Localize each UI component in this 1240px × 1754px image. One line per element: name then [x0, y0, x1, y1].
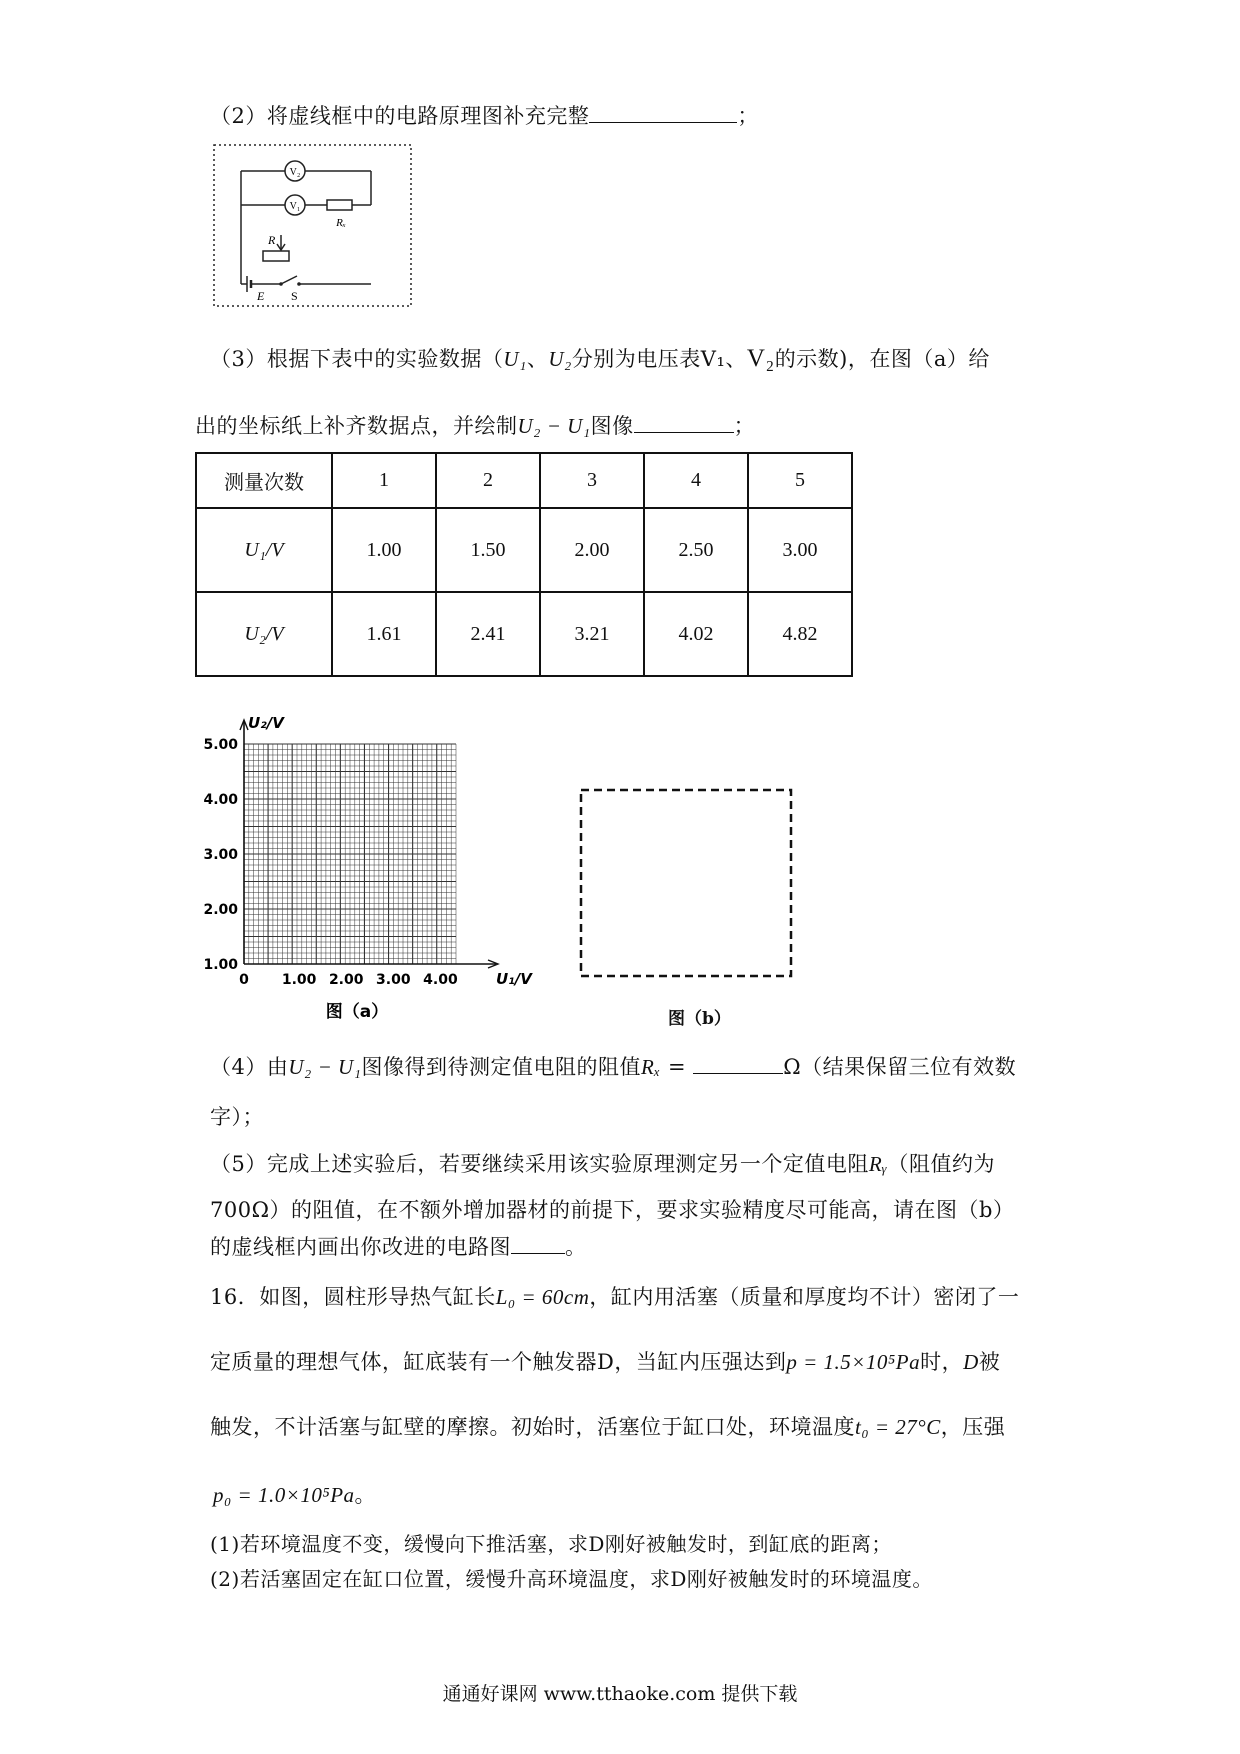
- figure-b-box: [577, 786, 797, 982]
- data-table: [195, 452, 853, 677]
- table-header-cell: 4: [644, 453, 748, 508]
- x-tick-label: 4.00: [423, 972, 458, 988]
- table-cell: 2.50: [644, 508, 748, 592]
- q3-line1: （3）根据下表中的实验数据（U₁、U₂分别为电压表V₁、V₂的示数)，在图（a）给: [210, 345, 990, 372]
- table-cell: 1.00: [332, 508, 436, 592]
- table-cell: U₂/V: [196, 592, 332, 676]
- q16-line1: 16．如图，圆柱形导热气缸长L₀ = 60cm，缸内用活塞（质量和厚度均不计）密闭了一: [210, 1285, 1020, 1309]
- y-tick-label: 4.00: [203, 792, 238, 808]
- y-tick-label: 2.00: [203, 902, 238, 918]
- figure-b-caption: 图（b）: [668, 1009, 731, 1029]
- q4-line1: （4）由U₂ − U₁图像得到待测定值电阻的阻值Rₓ = Ω（结果保留三位有效数: [210, 1055, 1017, 1079]
- circuit-diagram: [213, 144, 413, 308]
- y-axis-label: U₂/V: [248, 714, 284, 732]
- answer-blank: [693, 1055, 783, 1074]
- table-cell: 3.00: [748, 508, 852, 592]
- answer-blank: [511, 1235, 565, 1254]
- rheostat: [263, 251, 289, 261]
- x-tick-label: 3.00: [376, 972, 411, 988]
- table-header-cell: 5: [748, 453, 852, 508]
- q16-line4: p₀ = 1.0×10⁵Pa。: [213, 1483, 377, 1507]
- q2-line: （2）将虚线框中的电路原理图补充完整 ；: [210, 104, 759, 128]
- q16-line2: 定质量的理想气体，缸底装有一个触发器D，当缸内压强达到p = 1.5×10⁵Pa时，D被: [210, 1350, 1001, 1374]
- table-header-cell: 1: [332, 453, 436, 508]
- table-header-cell: 2: [436, 453, 540, 508]
- resistor-rx: [327, 200, 352, 210]
- figure-a-chart: [200, 712, 560, 1042]
- footer: 通通好课网 www.tthaoke.com 提供下载: [442, 1683, 798, 1705]
- y-tick-label: 5.00: [203, 737, 238, 753]
- table-cell: 4.02: [644, 592, 748, 676]
- table-cell: 4.82: [748, 592, 852, 676]
- table-cell: U₁/V: [196, 508, 332, 592]
- table-cell: 3.21: [540, 592, 644, 676]
- table-row: [196, 592, 852, 676]
- e-label: E: [257, 289, 265, 303]
- switch-s: [281, 276, 297, 284]
- q5-line2: 700Ω）的阻值，在不额外增加器材的前提下，要求实验精度尽可能高，请在图（b）: [210, 1198, 1015, 1222]
- answer-blank: [589, 104, 737, 123]
- y-tick-label: 3.00: [203, 847, 238, 863]
- table-cell: 2.00: [540, 508, 644, 592]
- v2-label: V₂: [289, 167, 301, 178]
- x-tick-label: 0: [239, 972, 249, 988]
- dashed-frame: [214, 145, 411, 306]
- table-cell: 1.50: [436, 508, 540, 592]
- q16-sub2: (2)若活塞固定在缸口位置，缓慢升高环境温度，求D刚好被触发时的环境温度。: [210, 1567, 933, 1591]
- q4-line2: 字）；: [210, 1105, 264, 1129]
- table-cell: 1.61: [332, 592, 436, 676]
- v1-label: V₁: [289, 201, 301, 212]
- r-label: R: [268, 233, 276, 247]
- table-row: [196, 508, 852, 592]
- q5-line1: （5）完成上述实验后，若要继续采用该实验原理测定另一个定值电阻Rᵧ（阻值约为: [210, 1152, 996, 1176]
- q16-sub1: (1)若环境温度不变，缓慢向下推活塞，求D刚好被触发时，到缸底的距离；: [210, 1532, 892, 1556]
- s-label: S: [291, 289, 298, 303]
- y-tick-label: 1.00: [203, 957, 238, 973]
- figure-a-caption: 图（a）: [325, 1002, 389, 1022]
- table-cell: 2.41: [436, 592, 540, 676]
- answer-blank: [634, 414, 734, 433]
- q16-line3: 触发，不计活塞与缸壁的摩擦。初始时，活塞位于缸口处，环境温度t₀ = 27°C，压强: [210, 1415, 1006, 1439]
- x-axis-label: U₁/V: [496, 970, 532, 988]
- table-header-cell: 3: [540, 453, 644, 508]
- q3-line2: 出的坐标纸上补齐数据点，并绘制U₂ − U₁图像 ；: [195, 414, 756, 438]
- dashed-answer-frame: [581, 790, 791, 976]
- x-tick-label: 2.00: [328, 972, 364, 988]
- rx-label: Rₓ: [336, 217, 346, 229]
- table-header-cell: 测量次数: [196, 453, 332, 508]
- x-tick-label: 1.00: [281, 972, 317, 988]
- q5-line3: 的虚线框内画出你改进的电路图 。: [210, 1235, 587, 1259]
